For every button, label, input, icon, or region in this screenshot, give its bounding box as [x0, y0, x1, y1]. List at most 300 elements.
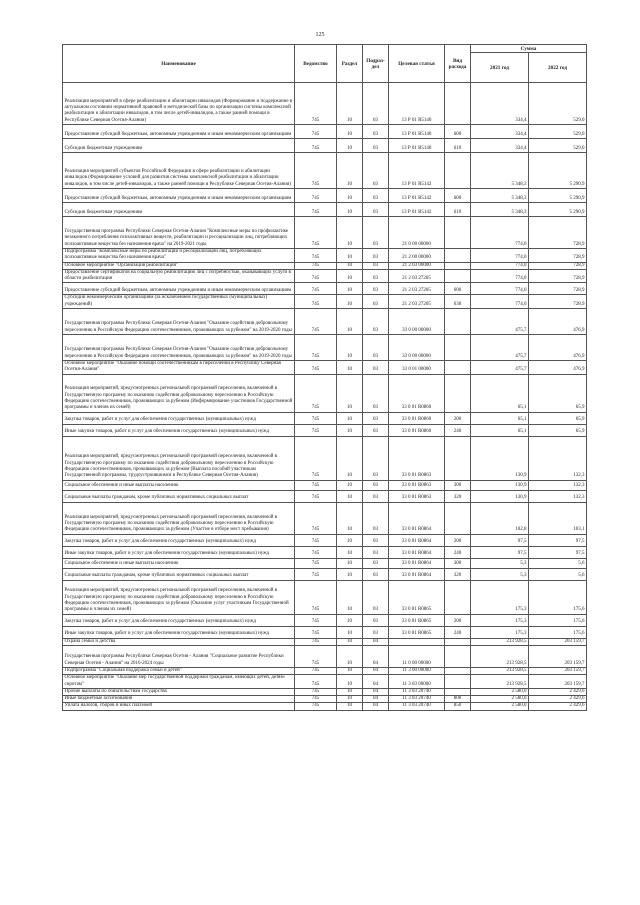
row-razdel: 10 [337, 217, 363, 249]
row-podrazdel: 03 [363, 626, 389, 638]
row-podrazdel: 03 [363, 153, 389, 189]
row-podrazdel: 03 [363, 283, 389, 295]
row-amount-2022: 132,3 [529, 490, 587, 502]
table-row [63, 412, 587, 424]
row-vedomstvo: 745 [295, 688, 337, 695]
row-razdel: 10 [337, 262, 363, 269]
table-row [63, 490, 587, 502]
row-vedomstvo: 745 [295, 638, 337, 645]
row-amount-2021: 65,1 [471, 412, 529, 424]
row-name: Государственная программа Республики Северная Осетия-Алания "Комплексные меры по профилактике незаконного потребления психоактивных веществ, реабилитации и ресоциализации лиц, потребляющих психоактивные вещества без назначения врача" на 2019-2021 годы [63, 217, 295, 249]
table-row [63, 480, 587, 490]
row-razdel: 10 [337, 249, 363, 263]
row-amount-2021: 334,4 [471, 83, 529, 125]
table-row [63, 424, 587, 436]
table-row [63, 83, 587, 125]
row-amount-2021: 334,4 [471, 125, 529, 139]
row-amount-2022: 203 159,7 [529, 645, 587, 667]
row-podrazdel: 04 [363, 638, 389, 645]
row-amount-2021: 475,7 [471, 361, 529, 375]
row-vid-raskhoda: 300 [445, 480, 471, 490]
row-amount-2022: 203 159,7 [529, 675, 587, 689]
row-vedomstvo: 745 [295, 614, 337, 626]
row-celevaya-statya: 13 Р 01 R5140 [389, 125, 445, 139]
row-celevaya-statya: 33 0 01 00000 [389, 361, 445, 375]
row-celevaya-statya: 21 2 03 27205 [389, 269, 445, 283]
row-vedomstvo: 745 [295, 436, 337, 480]
row-name: Основное мероприятие "Организация реабилитации" [63, 262, 295, 269]
row-amount-2021: 2 580,0 [471, 696, 529, 703]
table-row [63, 546, 587, 558]
row-razdel: 10 [337, 696, 363, 703]
row-celevaya-statya: 33 0 01 R0863 [389, 436, 445, 480]
header-summa: Сумма [471, 45, 587, 53]
row-podrazdel: 03 [363, 83, 389, 125]
table-row [63, 189, 587, 203]
table-row [63, 309, 587, 335]
row-razdel: 10 [337, 269, 363, 283]
row-celevaya-statya: 33 0 01 R0865 [389, 614, 445, 626]
row-vid-raskhoda: 200 [445, 534, 471, 546]
row-celevaya-statya: 13 Р 01 R5142 [389, 203, 445, 217]
row-amount-2022: 103,1 [529, 502, 587, 534]
row-amount-2021: 774,0 [471, 283, 529, 295]
row-celevaya-statya: 33 0 00 00000 [389, 335, 445, 361]
row-amount-2022: 728,9 [529, 262, 587, 269]
row-amount-2022: 5 290,9 [529, 153, 587, 189]
row-vid-raskhoda [445, 645, 471, 667]
row-vid-raskhoda: 610 [445, 139, 471, 153]
header-podrazdel: Подраз-дел [363, 45, 389, 83]
row-podrazdel: 04 [363, 696, 389, 703]
row-podrazdel: 03 [363, 424, 389, 436]
row-amount-2022: 132,3 [529, 436, 587, 480]
row-podrazdel: 03 [363, 580, 389, 614]
row-amount-2021: 65,1 [471, 424, 529, 436]
row-amount-2022: 476,9 [529, 361, 587, 375]
row-celevaya-statya: 33 0 01 R0864 [389, 502, 445, 534]
row-vid-raskhoda: 240 [445, 546, 471, 558]
row-vedomstvo: 745 [295, 412, 337, 424]
row-podrazdel: 03 [363, 480, 389, 490]
header-vedomstvo: Ведомство [295, 45, 337, 83]
row-name: Субсидии бюджетным учреждениям [63, 139, 295, 153]
row-vid-raskhoda: 320 [445, 490, 471, 502]
row-vedomstvo: 745 [295, 189, 337, 203]
row-vid-raskhoda [445, 153, 471, 189]
row-celevaya-statya: 21 2 03 00000 [389, 262, 445, 269]
row-amount-2022: 476,9 [529, 309, 587, 335]
row-podrazdel: 03 [363, 295, 389, 309]
row-celevaya-statya: 13 Р 01 R5140 [389, 83, 445, 125]
row-name: Иные закупки товаров, работ и услуг для обеспечения государственных (муниципальных) нужд [63, 424, 295, 436]
row-celevaya-statya: 33 0 01 R0864 [389, 534, 445, 546]
row-amount-2021: 774,0 [471, 249, 529, 263]
row-celevaya-statya: 13 Р 01 R5140 [389, 139, 445, 153]
row-amount-2022: 728,9 [529, 217, 587, 249]
row-podrazdel: 04 [363, 703, 389, 710]
row-vedomstvo: 745 [295, 480, 337, 490]
row-celevaya-statya: 21 2 00 00000 [389, 249, 445, 263]
row-amount-2022: 2 429,6 [529, 688, 587, 695]
table-body [63, 83, 587, 711]
table-row [63, 580, 587, 614]
row-razdel: 10 [337, 558, 363, 568]
table-row [63, 249, 587, 263]
table-row [63, 614, 587, 626]
table-row [63, 568, 587, 580]
row-name: Государственная программа Республики Северная Осетия - Алания "Социальное развитие Республики Северная Осетия - Алания" на 2016-2024 годы [63, 645, 295, 667]
row-razdel: 10 [337, 83, 363, 125]
table-row [63, 703, 587, 710]
row-podrazdel: 04 [363, 688, 389, 695]
row-name: Иные закупки товаров, работ и услуг для обеспечения государственных (муниципальных) нужд [63, 546, 295, 558]
row-vedomstvo: 745 [295, 361, 337, 375]
row-amount-2022: 175,6 [529, 580, 587, 614]
row-razdel: 10 [337, 309, 363, 335]
row-name: Предоставление субсидий бюджетным, автономным учреждениям и иным некоммерческим организациям [63, 189, 295, 203]
row-celevaya-statya: 21 2 03 27205 [389, 295, 445, 309]
row-amount-2022: 2 429,6 [529, 703, 587, 710]
row-razdel: 10 [337, 580, 363, 614]
row-amount-2022: 529,0 [529, 125, 587, 139]
row-razdel: 10 [337, 490, 363, 502]
row-name: Социальные выплаты гражданам, кроме публичных нормативных социальных выплат [63, 568, 295, 580]
row-razdel: 10 [337, 361, 363, 375]
row-vid-raskhoda [445, 502, 471, 534]
row-vid-raskhoda [445, 217, 471, 249]
row-podrazdel: 03 [363, 490, 389, 502]
row-vid-raskhoda [445, 262, 471, 269]
row-celevaya-statya: 33 0 01 R0865 [389, 580, 445, 614]
row-vedomstvo: 745 [295, 424, 337, 436]
row-amount-2021: 5 348,3 [471, 203, 529, 217]
table-row [63, 534, 587, 546]
row-podrazdel: 03 [363, 189, 389, 203]
row-name: Подпрограмма "Социальная поддержка семьи и детей" [63, 667, 295, 674]
row-amount-2022: 5 290,9 [529, 189, 587, 203]
row-razdel: 10 [337, 703, 363, 710]
row-amount-2022: 2 429,6 [529, 696, 587, 703]
table-row [63, 335, 587, 361]
row-celevaya-statya: 11 3 03 20740 [389, 688, 445, 695]
row-vid-raskhoda: 200 [445, 614, 471, 626]
row-name: Субсидии бюджетным учреждениям [63, 203, 295, 217]
row-name: Основное мероприятие "Оказание мер государственной поддержки гражданам, имеющих детей, детям-сиротам" [63, 675, 295, 689]
row-name: Иные бюджетные ассигнования [63, 696, 295, 703]
table-row [63, 374, 587, 412]
row-vid-raskhoda: 240 [445, 424, 471, 436]
row-vedomstvo: 745 [295, 703, 337, 710]
row-name: Закупка товаров, работ и услуг для обеспечения государственных (муниципальных) нужд [63, 534, 295, 546]
row-vid-raskhoda [445, 374, 471, 412]
row-amount-2021: 5,3 [471, 558, 529, 568]
header-year-2022: 2022 год [529, 53, 587, 83]
table-row [63, 638, 587, 645]
row-name: Социальное обеспечение и иные выплаты населению [63, 558, 295, 568]
row-name: Основное мероприятие "Оказание помощи соотечественникам в переселении в Республику Северная Осетия-Алания" [63, 361, 295, 375]
row-amount-2022: 529,0 [529, 139, 587, 153]
row-name: Государственная программа Республики Северная Осетия-Алания "Оказание содействия добровольному переселению в Российскую Федерацию соотечественников, проживающих за рубежом" на 2019-2020 годы [63, 309, 295, 335]
row-name: Предоставление сертификатов на социальную реабилитацию лиц с потребностью, оказывающих услуги в области реабилитации [63, 269, 295, 283]
row-podrazdel: 03 [363, 502, 389, 534]
row-amount-2022: 5,6 [529, 558, 587, 568]
row-name: Иные закупки товаров, работ и услуг для обеспечения государственных (муниципальных) нужд [63, 626, 295, 638]
row-name: Реализация мероприятий, предусмотренных региональной программой переселения, включенной в Государственную программу по оказанию содействия добровольному переселению в Российскую Федерацию соотечественников, проживающих за рубежом (Оказание услуг участникам Государственной программы и членам их семей) [63, 580, 295, 614]
header-year-2021: 2021 год [471, 53, 529, 83]
table-row [63, 203, 587, 217]
row-razdel: 10 [337, 295, 363, 309]
row-podrazdel: 03 [363, 125, 389, 139]
table-row [63, 558, 587, 568]
row-amount-2021: 130,9 [471, 490, 529, 502]
row-amount-2021: 213 928,5 [471, 667, 529, 674]
row-vid-raskhoda [445, 436, 471, 480]
row-amount-2022: 203 159,7 [529, 638, 587, 645]
row-podrazdel: 04 [363, 667, 389, 674]
row-podrazdel: 03 [363, 269, 389, 283]
row-vedomstvo: 745 [295, 83, 337, 125]
row-amount-2022: 65,9 [529, 412, 587, 424]
row-celevaya-statya: 33 0 01 R0864 [389, 568, 445, 580]
row-razdel: 10 [337, 626, 363, 638]
row-vid-raskhoda [445, 675, 471, 689]
row-amount-2022: 97,5 [529, 534, 587, 546]
row-amount-2021: 2 580,0 [471, 688, 529, 695]
row-vedomstvo: 745 [295, 374, 337, 412]
row-vid-raskhoda [445, 269, 471, 283]
row-amount-2021: 774,0 [471, 269, 529, 283]
row-name: Реализация мероприятий, предусмотренных региональной программой переселения, включенной в Государственную программу по оказанию содействия добровольному переселению в Российскую Федерацию соотечественников, проживающих за рубежом (Информирование участников Государственной программы и членов их семей) [63, 374, 295, 412]
row-celevaya-statya: 33 0 01 R0860 [389, 412, 445, 424]
row-vedomstvo: 745 [295, 203, 337, 217]
row-amount-2022: 5 290,9 [529, 203, 587, 217]
row-name: Социальное обеспечение и иные выплаты населению [63, 480, 295, 490]
row-name: Предоставление субсидий бюджетным, автономным учреждениям и иным некоммерческим организациям [63, 283, 295, 295]
row-vid-raskhoda [445, 335, 471, 361]
row-amount-2021: 5,3 [471, 568, 529, 580]
row-amount-2021: 334,4 [471, 139, 529, 153]
row-razdel: 10 [337, 139, 363, 153]
row-amount-2022: 728,9 [529, 283, 587, 295]
row-amount-2021: 213 928,5 [471, 645, 529, 667]
row-name: Закупка товаров, работ и услуг для обеспечения государственных (муниципальных) нужд [63, 614, 295, 626]
row-razdel: 10 [337, 614, 363, 626]
row-celevaya-statya: 33 0 01 R0860 [389, 374, 445, 412]
row-vid-raskhoda: 600 [445, 283, 471, 295]
row-vedomstvo: 745 [295, 568, 337, 580]
row-podrazdel: 03 [363, 412, 389, 424]
row-amount-2022: 65,9 [529, 424, 587, 436]
row-name: Закупка товаров, работ и услуг для обеспечения государственных (муниципальных) нужд [63, 412, 295, 424]
row-vid-raskhoda: 240 [445, 626, 471, 638]
row-razdel: 10 [337, 546, 363, 558]
row-celevaya-statya: 33 0 00 00000 [389, 309, 445, 335]
row-podrazdel: 03 [363, 374, 389, 412]
row-vedomstvo: 745 [295, 125, 337, 139]
row-vid-raskhoda: 610 [445, 203, 471, 217]
row-razdel: 10 [337, 189, 363, 203]
row-vedomstvo: 745 [295, 335, 337, 361]
row-vid-raskhoda: 800 [445, 696, 471, 703]
row-celevaya-statya: 33 0 01 R0863 [389, 490, 445, 502]
row-vedomstvo: 745 [295, 626, 337, 638]
row-vedomstvo: 745 [295, 696, 337, 703]
row-podrazdel: 03 [363, 361, 389, 375]
row-vid-raskhoda [445, 580, 471, 614]
row-podrazdel: 03 [363, 546, 389, 558]
row-vid-raskhoda [445, 309, 471, 335]
row-razdel: 10 [337, 534, 363, 546]
row-podrazdel: 03 [363, 217, 389, 249]
row-vedomstvo: 745 [295, 139, 337, 153]
row-podrazdel: 04 [363, 675, 389, 689]
header-razdel: Раздел [337, 45, 363, 83]
row-celevaya-statya: 33 0 01 R0864 [389, 558, 445, 568]
row-vid-raskhoda: 850 [445, 703, 471, 710]
row-celevaya-statya [389, 638, 445, 645]
row-celevaya-statya: 33 0 01 R0860 [389, 424, 445, 436]
row-podrazdel: 03 [363, 534, 389, 546]
row-vedomstvo: 745 [295, 249, 337, 263]
row-vid-raskhoda: 630 [445, 295, 471, 309]
row-podrazdel: 03 [363, 203, 389, 217]
row-razdel: 10 [337, 335, 363, 361]
table-row [63, 361, 587, 375]
row-razdel: 10 [337, 675, 363, 689]
table-row [63, 153, 587, 189]
table-row [63, 667, 587, 674]
table-row [63, 688, 587, 695]
row-vedomstvo: 745 [295, 269, 337, 283]
row-razdel: 10 [337, 568, 363, 580]
row-celevaya-statya: 11 3 03 20740 [389, 696, 445, 703]
row-amount-2022: 728,9 [529, 295, 587, 309]
header-vid-raskhoda: Вид расхода [445, 45, 471, 83]
row-amount-2021: 5 348,3 [471, 153, 529, 189]
row-amount-2022: 476,9 [529, 335, 587, 361]
row-razdel: 10 [337, 283, 363, 295]
row-celevaya-statya: 33 0 01 R0865 [389, 626, 445, 638]
row-celevaya-statya: 33 0 01 R0864 [389, 546, 445, 558]
row-podrazdel: 03 [363, 568, 389, 580]
row-celevaya-statya: 11 3 03 20740 [389, 703, 445, 710]
row-amount-2022: 5,6 [529, 568, 587, 580]
row-razdel: 10 [337, 638, 363, 645]
row-amount-2021: 65,1 [471, 374, 529, 412]
row-amount-2021: 175,3 [471, 614, 529, 626]
row-vedomstvo: 745 [295, 502, 337, 534]
row-vedomstvo: 745 [295, 534, 337, 546]
row-podrazdel: 03 [363, 309, 389, 335]
row-vedomstvo: 745 [295, 558, 337, 568]
header-celevaya-statya: Целевая статья [389, 45, 445, 83]
row-podrazdel: 03 [363, 249, 389, 263]
row-amount-2022: 728,9 [529, 269, 587, 283]
row-vedomstvo: 745 [295, 262, 337, 269]
table-row [63, 502, 587, 534]
row-razdel: 10 [337, 424, 363, 436]
row-name: Предоставление субсидий бюджетным, автономным учреждениям и иным некоммерческим организациям [63, 125, 295, 139]
table-row [63, 217, 587, 249]
row-podrazdel: 03 [363, 558, 389, 568]
row-razdel: 10 [337, 645, 363, 667]
row-razdel: 10 [337, 125, 363, 139]
budget-table [62, 44, 587, 711]
row-amount-2021: 2 580,0 [471, 703, 529, 710]
row-celevaya-statya: 11 3 03 00000 [389, 675, 445, 689]
row-razdel: 10 [337, 480, 363, 490]
row-amount-2022: 65,9 [529, 374, 587, 412]
row-vid-raskhoda [445, 638, 471, 645]
row-vedomstvo: 745 [295, 645, 337, 667]
row-podrazdel: 04 [363, 645, 389, 667]
row-amount-2021: 97,5 [471, 534, 529, 546]
row-amount-2022: 728,9 [529, 249, 587, 263]
table-row [63, 436, 587, 480]
row-razdel: 10 [337, 436, 363, 480]
row-amount-2021: 774,0 [471, 295, 529, 309]
row-amount-2022: 175,6 [529, 626, 587, 638]
row-name: Государственная программа Республики Северная Осетия-Алания "Оказание содействия добровольному переселению в Российскую Федерацию соотечественников, проживающих за рубежом" на 2019-2020 годы [63, 335, 295, 361]
row-amount-2021: 5 348,3 [471, 189, 529, 203]
row-vid-raskhoda: 200 [445, 412, 471, 424]
row-razdel: 10 [337, 412, 363, 424]
row-vid-raskhoda [445, 667, 471, 674]
table-row [63, 626, 587, 638]
row-vedomstvo: 745 [295, 546, 337, 558]
row-amount-2022: 132,3 [529, 480, 587, 490]
row-vedomstvo: 745 [295, 490, 337, 502]
row-podrazdel: 03 [363, 436, 389, 480]
row-celevaya-statya: 11 0 00 00000 [389, 645, 445, 667]
row-vid-raskhoda: 600 [445, 125, 471, 139]
row-amount-2021: 213 928,5 [471, 675, 529, 689]
row-amount-2022: 529,0 [529, 83, 587, 125]
row-amount-2022: 175,6 [529, 614, 587, 626]
table-row [63, 295, 587, 309]
row-name: Реализация мероприятий, предусмотренных региональной программой переселения, включенной в Государственную программу по оказанию содействия добровольному переселению в Российскую Федерацию соотечественников, проживающих за рубежом (Участие в отборе мест пребывания) [63, 502, 295, 534]
row-vedomstvo: 745 [295, 217, 337, 249]
row-amount-2022: 97,5 [529, 546, 587, 558]
row-razdel: 10 [337, 667, 363, 674]
row-vid-raskhoda: 600 [445, 189, 471, 203]
row-amount-2021: 774,0 [471, 262, 529, 269]
row-vedomstvo: 745 [295, 283, 337, 295]
row-celevaya-statya: 13 Р 01 R5142 [389, 153, 445, 189]
row-amount-2021: 175,3 [471, 626, 529, 638]
row-vedomstvo: 745 [295, 580, 337, 614]
row-vid-raskhoda [445, 249, 471, 263]
table-row [63, 269, 587, 283]
row-amount-2021: 97,5 [471, 546, 529, 558]
table-row [63, 262, 587, 269]
row-celevaya-statya: 33 0 01 R0863 [389, 480, 445, 490]
row-vid-raskhoda [445, 361, 471, 375]
row-podrazdel: 03 [363, 139, 389, 153]
row-vid-raskhoda: 320 [445, 568, 471, 580]
row-celevaya-statya: 21 0 00 00000 [389, 217, 445, 249]
row-name: Прочие выплаты по обязательствам государства [63, 688, 295, 695]
row-razdel: 10 [337, 688, 363, 695]
row-vedomstvo: 745 [295, 153, 337, 189]
row-vedomstvo: 745 [295, 309, 337, 335]
row-amount-2021: 175,3 [471, 580, 529, 614]
row-amount-2021: 130,9 [471, 480, 529, 490]
row-name: Социальные выплаты гражданам, кроме публичных нормативных социальных выплат [63, 490, 295, 502]
row-podrazdel: 03 [363, 262, 389, 269]
row-celevaya-statya: 21 2 03 27205 [389, 283, 445, 295]
